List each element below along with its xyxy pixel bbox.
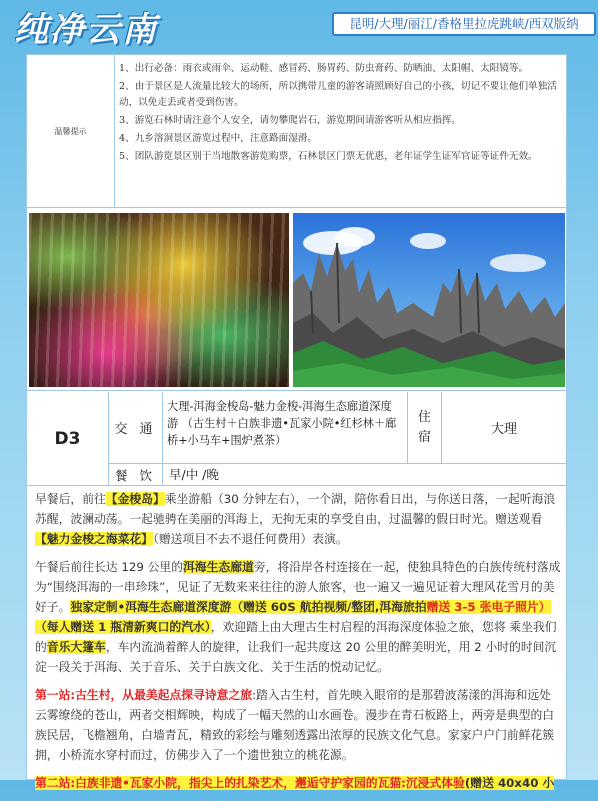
highlight-eco-corridor: 洱海生态廊道 [183,560,254,574]
transport-label: 交 通 [109,392,163,464]
tip-item: 4、九乡溶洞景区游览过程中，注意路面湿滑。 [119,133,317,144]
photo-strip [27,209,566,391]
itinerary-text [35,489,561,801]
tips-list [119,61,559,167]
day-number: D3 [27,392,109,486]
highlight-custom-tour: 独家定制•洱海生态廊道深度游 [70,600,232,614]
stay-value: 大理 [442,392,566,464]
tips-section [27,55,566,208]
highlight-photos: 赠送 3-5 张电子照片） [426,600,551,614]
stay-label-1: 住 [417,409,431,425]
text-span: 乘坐游船（30 分钟左右），一个湖，陪你看日出，与你送日落，一起听海浪苏醒，波澜动荡。一起驰骋在美丽的洱海上，无拘无束的享受自由，过温馨的假日时光。赠送观看 [35,492,556,526]
paragraph-stop-1 [35,685,561,765]
transport-value: 大理-洱海金梭岛-魅力金梭-洱海生态廊道深度游 （古生村＋白族非遗•瓦家小院•红杉林＋廊桥+小马车+围炉煮茶） [163,392,408,464]
text-span: 午餐后前往长达 129 公里的 [35,560,183,574]
text-span: （赠送项目不去不退任何费用）表演。 [152,532,348,546]
text-span: ，欢迎踏上由大理古生村启程的洱海深度体验之旅，您将 乘坐我们的 [35,620,557,654]
page-header [0,0,598,52]
brand-title: 纯净云南 [14,10,158,50]
stop-1-title: 第一站:古生村，从最美起点探寻诗意之旅 [35,688,253,702]
text-span: 早餐后，前往 [35,492,106,506]
paragraph-afternoon [35,557,561,677]
highlight-drone-video: （赠送 60S 航拍视频/整团,洱海旅拍 [231,600,427,614]
day-table [27,392,566,486]
tip-item: 2、由于景区是人流量比较大的场所，所以携带儿童的游客请照顾好自己的小孩，切记不要让他们单独活动，以免走丢或者受到伤害。 [119,81,557,108]
tips-label: 温馨提示 [27,55,115,208]
text-span: ，车内流淌着醉人的旋律，让我们一起共度这 20 公里的醉美明光，用 2 小时的时间沉淀一段关于洱海、关于音乐、关于白族文化、关于生活的悦动记忆。 [35,640,557,674]
cave-photo [29,213,289,387]
stay-label [408,392,442,464]
text-span: 旁，将沿岸各村连接在一起，使独具特色的白族传统村落成为“围绕洱海的一串珍珠”，见证了无数来来往往的游人旅客，也一遍又一遍见证着大理风花雪月的美好子。 [35,560,561,614]
tip-item: 1、出行必备：雨衣或雨伞、运动鞋、感冒药、肠胃药、防虫膏药、防晒油、太阳帽、太阳镜等。 [119,63,529,74]
itinerary-card [26,54,567,790]
stay-label-2: 宿 [417,429,431,445]
route-banner: 昆明/大理/丽江/香格里拉虎跳峡/西双版纳 [332,12,596,36]
highlight-show: 【魅力金梭之海菜花】 [35,532,153,546]
stone-forest-photo [293,213,565,387]
meal-value: 早/中 /晚 [163,464,566,486]
paragraph-stop-2 [35,773,561,793]
tip-item: 5、团队游览景区别于当地散客游览购票，石林景区门票无优惠，老年证学生证军官证等证件无效。 [119,151,538,162]
tip-item: 3、游览石林时请注意个人安全，请勿攀爬岩石，游览期间请游客听从相应指挥。 [119,115,461,126]
highlight-music-caravan: 音乐大篷车 [46,640,106,654]
meal-label: 餐 饮 [109,464,163,486]
text-span: :踏入古生村，首先映入眼帘的是那碧波荡漾的洱海和远处云雾缭绕的苍山，两者交相辉映，构成了一幅天然的山水画卷。漫步在青石板路上，两旁是典型的白族民居，飞檐翘角，白墙青瓦，精致的彩绘与雕刻透露出浓厚的民族文化气息。家家户户门前鲜花簇拥，小桥流水穿村而过，仿佛步入了一个遗世独立的桃花源。 [35,688,555,762]
highlight-golden-shuttle-island: 【金梭岛】 [105,492,165,506]
highlight-gift: (赠送 40x40 小 [464,776,555,790]
paragraph-morning [35,489,561,549]
stop-2-title: 第二站:白族非遗•瓦家小院，指尖上的扎染艺术，邂逅守护家园的瓦猫:沉浸式体验 [35,776,465,790]
highlight-soda-gift: （每人赠送 1 瓶清新爽口的汽水） [35,620,211,634]
